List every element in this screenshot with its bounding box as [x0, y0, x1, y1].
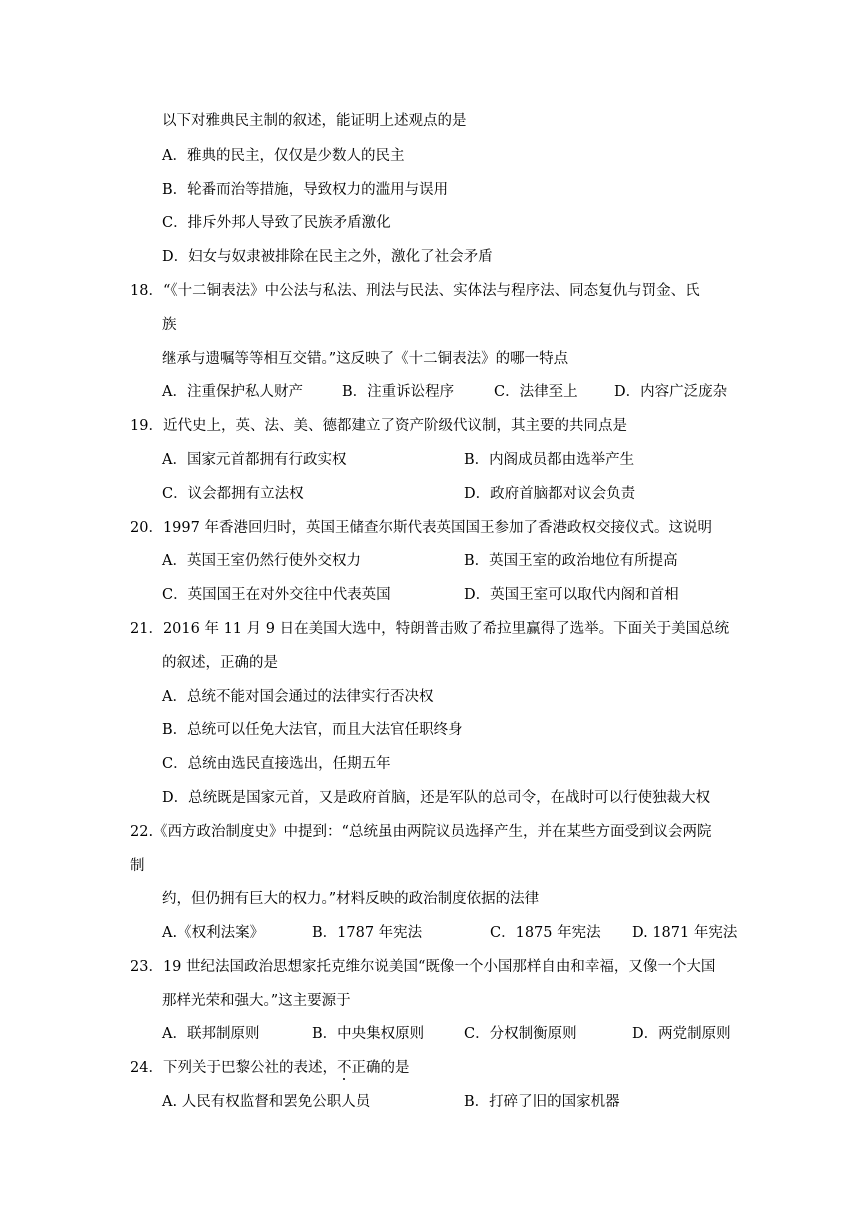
- q24-stem-pre: 24．下列关于巴黎公社的表述，: [130, 1060, 337, 1076]
- q18-stem-line2: 族: [162, 317, 177, 333]
- q19-option-b: B．内阁成员都由选举产生: [464, 452, 635, 468]
- q24-stem-post: 正确的是: [351, 1060, 410, 1076]
- q19-option-a: A．国家元首都拥有行政实权: [162, 452, 347, 468]
- q21-option-b: B．总统可以任免大法官，而且大法官任职终身: [162, 722, 463, 738]
- q23-stem-line2: 那样光荣和强大。”这主要源于: [162, 993, 351, 1009]
- q22-option-c: C．1875 年宪法: [490, 925, 601, 941]
- q20-option-b: B．英国王室的政治地位有所提高: [464, 553, 678, 569]
- q19-stem: 19．近代史上，英、法、美、德都建立了资产阶级代议制，其主要的共同点是: [130, 418, 627, 434]
- q18-option-a: A．注重保护私人财产: [162, 384, 303, 400]
- q23-option-a: A．联邦制原则: [162, 1026, 260, 1042]
- q17-option-d: D．妇女与奴隶被排除在民主之外，激化了社会矛盾: [162, 249, 493, 265]
- q20-option-d: D．英国王室可以取代内阁和首相: [464, 587, 679, 603]
- q20-stem: 20．1997 年香港回归时，英国王储查尔斯代表英国国王参加了香港政权交接仪式。这说明: [130, 520, 712, 536]
- q23-option-b: B．中央集权原则: [312, 1026, 425, 1042]
- q18-stem-line1: 18．“《十二铜表法》中公法与私法、刑法与民法、实体法与程序法、同态复仇与罚金、氏: [130, 283, 700, 299]
- q24-option-a: A. 人民有权监督和罢免公职人员: [162, 1094, 371, 1110]
- q18-option-b: B．注重诉讼程序: [342, 384, 455, 400]
- q22-option-b: B．1787 年宪法: [312, 925, 423, 941]
- q17-option-b: B．轮番而治等措施，导致权力的滥用与误用: [162, 182, 449, 198]
- q24-stem: [130, 1058, 409, 1078]
- q23-stem-line1: 23．19 世纪法国政治思想家托克维尔说美国“既像一个小国那样自由和幸福，又像一个大国: [130, 959, 716, 975]
- q24-stem-emphasis: 不: [336, 1060, 352, 1076]
- q21-stem-line2: 的叙述，正确的是: [162, 655, 278, 671]
- q22-stem-line1: 22.《西方政治制度史》中提到：“总统虽由两院议员选择产生，并在某些方面受到议会两院: [130, 824, 712, 840]
- q21-option-a: A．总统不能对国会通过的法律实行否决权: [162, 689, 434, 705]
- q21-option-d: D．总统既是国家元首，又是政府首脑，还是军队的总司令，在战时可以行使独裁大权: [162, 790, 711, 806]
- q20-option-a: A．英国王室仍然行使外交权力: [162, 553, 361, 569]
- q18-option-c: C．法律至上: [494, 384, 578, 400]
- q17-option-c: C．排斥外邦人导致了民族矛盾激化: [162, 215, 391, 231]
- q23-option-d: D．两党制原则: [632, 1026, 731, 1042]
- q17-option-a: A．雅典的民主，仅仅是少数人的民主: [162, 148, 405, 164]
- q19-option-c: C．议会都拥有立法权: [162, 486, 304, 502]
- q22-stem-line3: 约，但仍拥有巨大的权力。”材料反映的政治制度依据的法律: [162, 891, 540, 907]
- q21-stem-line1: 21．2016 年 11 月 9 日在美国大选中，特朗普击败了希拉里赢得了选举。下面关于美国总统: [130, 621, 730, 637]
- q22-stem-line2: 制: [130, 858, 145, 874]
- q20-option-c: C．英国国王在对外交往中代表英国: [162, 587, 391, 603]
- q24-option-b: B．打碎了旧的国家机器: [464, 1094, 620, 1110]
- q22-option-a: A.《权利法案》: [162, 925, 265, 941]
- q18-stem-line3: 继承与遗嘱等等相互交错。”这反映了《十二铜表法》的哪一特点: [162, 351, 569, 367]
- q19-option-d: D．政府首脑都对议会负责: [464, 486, 636, 502]
- q21-option-c: C．总统由选民直接选出，任期五年: [162, 756, 391, 772]
- q22-option-d: D. 1871 年宪法: [632, 925, 738, 941]
- intro-line: 以下对雅典民主制的叙述，能证明上述观点的是: [162, 113, 467, 129]
- q23-option-c: C．分权制衡原则: [464, 1026, 577, 1042]
- q18-option-d: D．内容广泛庞杂: [614, 384, 728, 400]
